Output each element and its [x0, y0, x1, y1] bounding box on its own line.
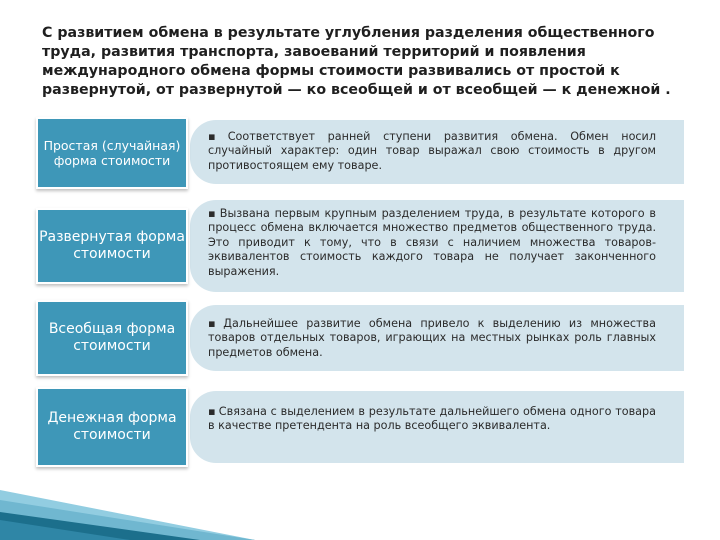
form-label: Развернутая форма стоимости: [39, 228, 185, 262]
bullet-icon: ▪: [208, 207, 217, 220]
page-title: С развитием обмена в результате углубления разделения общественного труда, развития транспорта, завоеваний территорий и появления международного обмена формы стоимости развивались от простой к развернутой, от развернутой — ко всеобщей и от всеобщей — к денежной .: [42, 25, 671, 98]
description-panel: [190, 305, 684, 371]
description-body: Вызвана первым крупным разделением труда, в результате которого в процесс обмена включается множество предметов общественного труда. Это приводит к тому, что в связи с наличием множества товаров-эквивалентов стоимость каждого товара не получает законченного выражения.: [208, 207, 656, 278]
form-row-universal: [0, 300, 720, 376]
description-panel: [190, 120, 684, 184]
description-text: [208, 317, 656, 360]
form-label-box: [36, 117, 188, 189]
form-label-box: [36, 208, 188, 284]
form-label: Денежная форма стоимости: [47, 409, 177, 443]
description-text: [208, 405, 656, 434]
form-row-expanded: [0, 200, 720, 292]
description-body: Дальнейшее развитие обмена привело к выделению из множества товаров отдельных товаров, играющих на местных рынках роль главных предметов обмена.: [208, 317, 656, 359]
form-row-simple: [0, 117, 720, 189]
description-text: [208, 130, 656, 173]
description-body: Связана с выделением в результате дальнейшего обмена одного товара в качестве претендента на роль всеобщего эквивалента.: [208, 405, 656, 433]
bullet-icon: ▪: [208, 130, 225, 143]
bullet-icon: ▪: [208, 405, 216, 418]
description-body: Соответствует ранней ступени развития обмена. Обмен носил случайный характер: один товар выражал свою стоимость в другом противостоящем ему товаре.: [208, 130, 656, 172]
form-label: Простая (случайная) форма стоимости: [43, 137, 181, 168]
description-panel: [190, 391, 684, 463]
form-label-box: [36, 300, 188, 376]
bullet-icon: ▪: [208, 317, 221, 330]
corner-decoration: [0, 450, 260, 540]
description-text: [208, 207, 656, 279]
form-label: Всеобщая форма стоимости: [48, 320, 176, 354]
description-panel: [190, 200, 684, 292]
